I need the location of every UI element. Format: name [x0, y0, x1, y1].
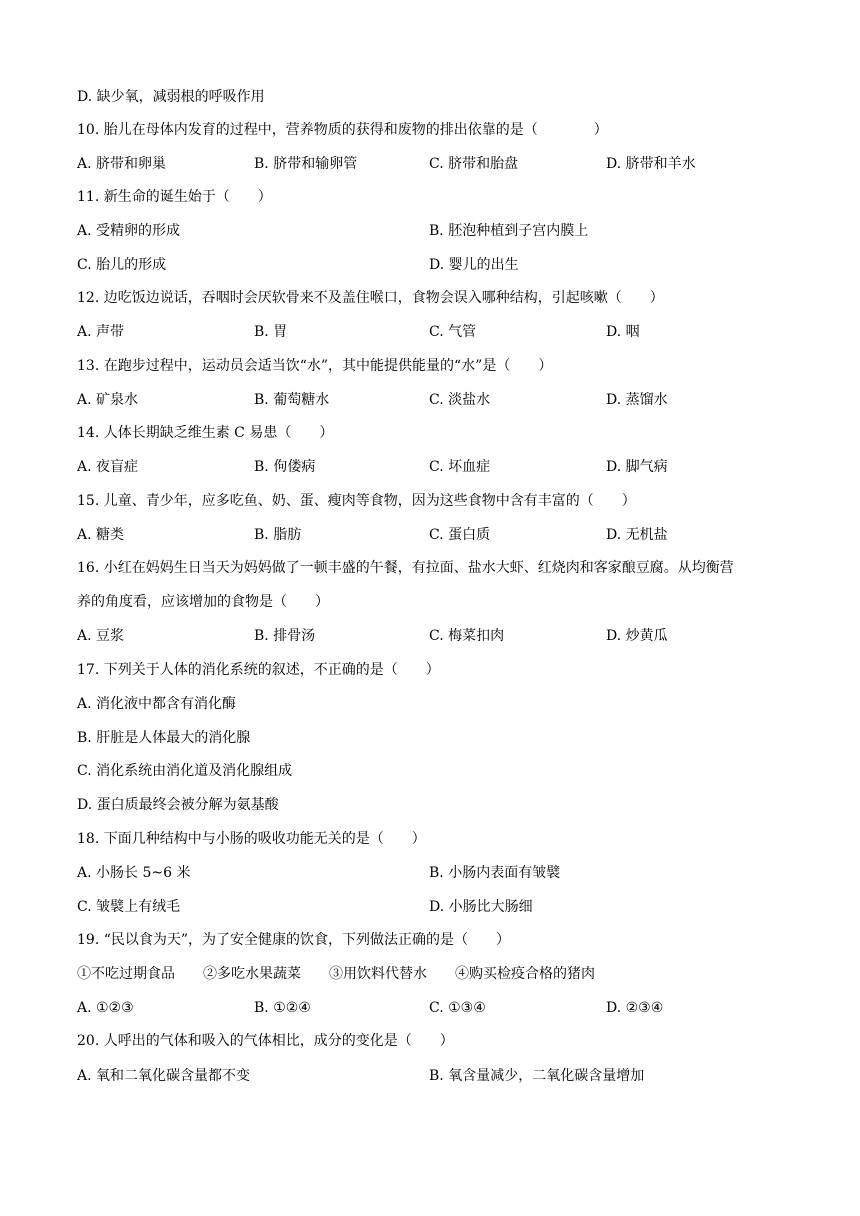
q15-option-b: B. 脂肪	[254, 527, 302, 543]
q13-option-a: A. 矿泉水	[77, 392, 139, 408]
q20-option-a: A. 氧和二氧化碳含量都不变	[77, 1068, 251, 1084]
q13-option-b: B. 葡萄糖水	[254, 392, 330, 408]
q15-option-a: A. 糖类	[77, 527, 125, 543]
q20-stem: 20. 人呼出的气体和吸入的气体相比，成分的变化是（ ）	[77, 1033, 454, 1049]
q11-option-d: D. 婴儿的出生	[429, 257, 519, 273]
q12-option-b: B. 胃	[254, 324, 288, 340]
q10-option-a: A. 脐带和卵巢	[77, 156, 167, 172]
q10-option-b: B. 脐带和输卵管	[254, 156, 358, 172]
q15-stem: 15. 儿童、青少年，应多吃鱼、奶、蛋、瘦肉等食物，因为这些食物中含有丰富的（ ）	[77, 493, 636, 509]
q17-option-a: A. 消化液中都含有消化酶	[77, 696, 237, 712]
q14-option-b: B. 佝偻病	[254, 459, 316, 475]
q17-option-b: B. 肝脏是人体最大的消化腺	[77, 730, 251, 746]
q16-option-d: D. 炒黄瓜	[606, 628, 668, 644]
q15-option-c: C. 蛋白质	[429, 527, 491, 543]
q12-option-a: A. 声带	[77, 324, 125, 340]
q11-stem: 11. 新生命的诞生始于（ ）	[77, 189, 272, 205]
q19-option-a: A. ①②③	[77, 1000, 134, 1016]
q18-option-a: A. 小肠长 5~6 米	[77, 865, 191, 881]
q19-stem: 19. “民以食为天”，为了安全健康的饮食，下列做法正确的是（ ）	[77, 932, 511, 948]
q19-option-d: D. ②③④	[606, 1000, 664, 1016]
q20-option-b: B. 氧含量减少，二氧化碳含量增加	[429, 1068, 645, 1084]
q16-option-a: A. 豆浆	[77, 628, 125, 644]
q19-option-b: B. ①②④	[254, 1000, 311, 1016]
q16-stem: 16. 小红在妈妈生日当天为妈妈做了一顿丰盛的午餐，有拉面、盐水大虾、红烧肉和客家酿豆腐。从均衡营	[77, 560, 734, 576]
q11-option-b: B. 胚泡种植到子宫内膜上	[429, 223, 589, 239]
q17-option-d: D. 蛋白质最终会被分解为氨基酸	[77, 797, 279, 813]
q14-option-d: D. 脚气病	[606, 459, 668, 475]
q17-stem: 17. 下列关于人体的消化系统的叙述，不正确的是（ ）	[77, 662, 440, 678]
q17-option-c: C. 消化系统由消化道及消化腺组成	[77, 763, 293, 779]
q13-option-c: C. 淡盐水	[429, 392, 491, 408]
q11-option-c: C. 胎儿的形成	[77, 257, 167, 273]
q18-option-c: C. 皱襞上有绒毛	[77, 899, 181, 915]
q16-stem-continued: 养的角度看，应该增加的食物是（ ）	[77, 594, 329, 610]
q19-option-c: C. ①③④	[429, 1000, 486, 1016]
q16-option-b: B. 排骨汤	[254, 628, 316, 644]
q15-option-d: D. 无机盐	[606, 527, 668, 543]
q13-stem: 13. 在跑步过程中，运动员会适当饮“水”，其中能提供能量的“水”是（ ）	[77, 358, 553, 374]
q12-option-d: D. 咽	[606, 324, 640, 340]
q18-stem: 18. 下面几种结构中与小肠的吸收功能无关的是（ ）	[77, 831, 426, 847]
q16-option-c: C. 梅菜扣肉	[429, 628, 505, 644]
q9-option-d: D. 缺少氧，减弱根的呼吸作用	[77, 89, 265, 105]
q10-option-d: D. 脐带和羊水	[606, 156, 696, 172]
q10-option-c: C. 脐带和胎盘	[429, 156, 519, 172]
q10-stem: 10. 胎儿在母体内发育的过程中，营养物质的获得和废物的排出依靠的是（ ）	[77, 122, 608, 138]
q14-option-a: A. 夜盲症	[77, 459, 139, 475]
q19-statements: ①不吃过期食品 ②多吃水果蔬菜 ③用饮料代替水 ④购买检疫合格的猪肉	[77, 966, 595, 982]
q13-option-d: D. 蒸馏水	[606, 392, 668, 408]
q12-stem: 12. 边吃饭边说话，吞咽时会厌软骨来不及盖住喉口，食物会误入哪种结构，引起咳嗽（ ）	[77, 290, 664, 306]
q14-option-c: C. 坏血症	[429, 459, 491, 475]
q18-option-b: B. 小肠内表面有皱襞	[429, 865, 561, 881]
q12-option-c: C. 气管	[429, 324, 477, 340]
q14-stem: 14. 人体长期缺乏维生素 C 易患（ ）	[77, 425, 334, 441]
q11-option-a: A. 受精卵的形成	[77, 223, 181, 239]
q18-option-d: D. 小肠比大肠细	[429, 899, 533, 915]
